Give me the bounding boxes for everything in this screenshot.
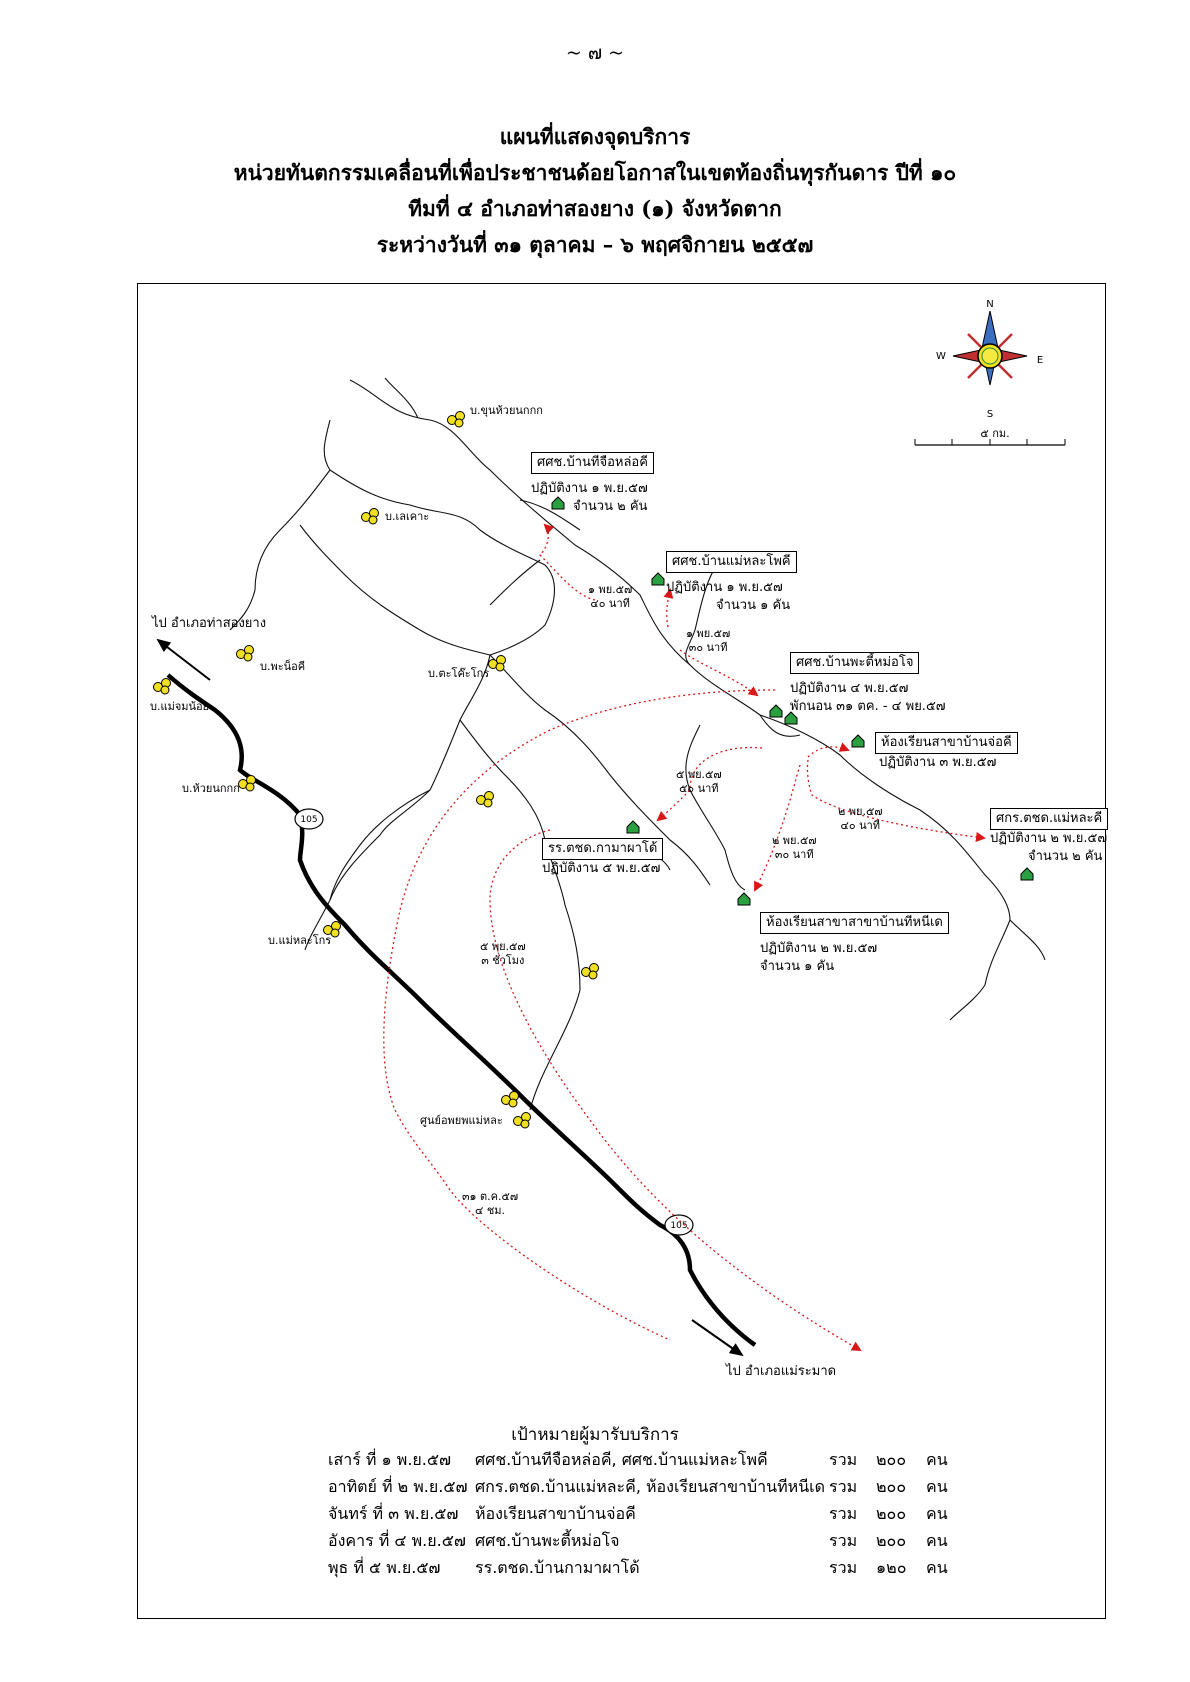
schedule-unit: คน xyxy=(926,1477,948,1496)
village-icon xyxy=(477,792,494,808)
schedule-row xyxy=(328,1474,966,1501)
site-icon xyxy=(852,735,864,747)
direction-label-south: ไป อำเภอแม่ระมาด xyxy=(726,1364,837,1379)
schedule-unit: คน xyxy=(926,1558,948,1577)
village-label: บ.ตะโค๊ะโกร xyxy=(428,667,490,680)
site-icon xyxy=(652,573,664,585)
village-icon xyxy=(582,964,599,980)
compass-n: N xyxy=(986,299,994,310)
legend-title: เป้าหมายผู้มารับบริการ xyxy=(511,1425,679,1445)
site-icon xyxy=(627,821,639,833)
village-icon xyxy=(239,776,256,792)
schedule-unit: คน xyxy=(926,1450,948,1469)
map-subtitle: หน่วยทันตกรรมเคลื่อนที่เพื่อประชาชนด้อยโอกาสในเขตท้องถิ่นทุรกันดาร ปีที่ ๑๐ xyxy=(233,160,957,185)
site-name-box: รร.ตชด.กามาผาโด้ xyxy=(542,838,663,860)
village-label: บ.เลเคาะ xyxy=(385,510,430,523)
village-icon xyxy=(489,656,506,672)
schedule-count: ๑๒๐ xyxy=(876,1558,907,1577)
village-label: บ.แม่หละโกร xyxy=(268,934,332,947)
site-name-box: ศกร.ตชด.แม่หละคี xyxy=(990,808,1108,830)
schedule-day: พุธ ที่ ๕ พ.ย.๕๗ xyxy=(328,1558,441,1577)
svg-text:105: 105 xyxy=(670,1221,688,1231)
schedule-unit: คน xyxy=(926,1531,948,1550)
site-info: ศศช.บ้านทีจือหล่อคี ปฏิบัติงาน ๑ พ.ย.๕๗ จำนวน ๒ คัน xyxy=(531,452,654,516)
village-label: บ.แม่จมน้อย xyxy=(150,700,210,713)
site-info: รร.ตชด.กามาผาโด้ ปฏิบัติงาน ๕ พ.ย.๕๗ xyxy=(542,838,663,878)
direction-label-north: ไป อำเภอท่าสองยาง xyxy=(152,616,267,631)
village-label: บ.ขุนห้วยนกกก xyxy=(470,404,543,417)
site-info: ศกร.ตชด.แม่หละคี ปฏิบัติงาน ๒ พ.ย.๕๗ จำนวน ๒ คัน xyxy=(990,808,1108,866)
compass-rose xyxy=(936,299,1043,420)
trip-note: ๑ พย.๕๗ ๔๐ นาที xyxy=(588,583,633,610)
site-name-box: ศศช.บ้านพะตี้หม่อโจ xyxy=(790,652,919,674)
team-district: ทีมที่ ๔ อำเภอท่าสองยาง (๑) จังหวัดตาก xyxy=(408,196,782,221)
site-name-box: ศศช.บ้านแม่หละโพคี xyxy=(666,551,797,573)
schedule-row xyxy=(328,1528,966,1555)
site-icon xyxy=(770,705,782,717)
schedule-day: จันทร์ ที่ ๓ พ.ย.๕๗ xyxy=(328,1504,459,1523)
schedule-places: ศศช.บ้านทีจือหล่อคี, ศศช.บ้านแม่หละโพคี xyxy=(475,1450,768,1469)
compass-e: E xyxy=(1036,355,1044,366)
compass-w: W xyxy=(936,351,946,362)
road-105-badge-north xyxy=(295,809,323,829)
trip-note: ๒ พย.๕๗ ๔๐ นาที xyxy=(838,805,883,832)
village-label: ศูนย์อพยพแม่หละ xyxy=(420,1114,503,1127)
scale-bar xyxy=(915,427,1065,445)
scale-label: ๕ กม. xyxy=(980,427,1010,440)
trip-note: ๒ พย.๕๗ ๓๐ นาที xyxy=(772,834,817,861)
site-name-box: ห้องเรียนสาขาบ้านจ่อคี xyxy=(875,732,1018,754)
schedule-count: ๒๐๐ xyxy=(876,1450,907,1469)
schedule-count: ๒๐๐ xyxy=(876,1504,907,1523)
schedule-total-label: รวม xyxy=(829,1450,858,1469)
road-105-badge-south xyxy=(665,1215,693,1235)
date-range: ระหว่างวันที่ ๓๑ ตุลาคม – ๖ พฤศจิกายน ๒๕๕๗ xyxy=(376,232,814,257)
schedule-total-label: รวม xyxy=(829,1504,858,1523)
trip-note: ๕ พย.๕๗ ๕๐ นาที xyxy=(676,768,722,795)
compass-s: S xyxy=(986,409,994,420)
schedule-count: ๒๐๐ xyxy=(876,1477,907,1496)
page-number: ~ ๗ ~ xyxy=(565,42,625,64)
schedule-day: อาทิตย์ ที่ ๒ พ.ย.๕๗ xyxy=(328,1477,468,1496)
schedule-places: รร.ตชด.บ้านกามาผาโด้ xyxy=(475,1558,640,1577)
site-icon xyxy=(1021,868,1033,880)
trip-note: ๓๑ ต.ค.๕๗ ๔ ชม. xyxy=(462,1190,519,1217)
site-info: ศศช.บ้านพะตี้หม่อโจ ปฏิบัติงาน ๔ พ.ย.๕๗ พักนอน ๓๑ ตค. - ๔ พย.๕๗ xyxy=(790,652,946,716)
svg-text:105: 105 xyxy=(300,815,318,825)
schedule-table xyxy=(328,1447,966,1582)
schedule-total-label: รวม xyxy=(829,1477,858,1496)
schedule-total-label: รวม xyxy=(829,1531,858,1550)
village-icon xyxy=(448,412,465,428)
schedule-places: ห้องเรียนสาขาบ้านจ่อคี xyxy=(475,1504,636,1523)
schedule-day: อังคาร ที่ ๔ พ.ย.๕๗ xyxy=(328,1531,466,1550)
village-label: บ.พะน็อคี xyxy=(260,660,306,673)
road-105 xyxy=(168,675,755,1345)
trip-note: ๑ พย.๕๗ ๓๐ นาที xyxy=(686,627,731,654)
schedule-total-label: รวม xyxy=(829,1558,858,1577)
site-info: ห้องเรียนสาขาบ้านจ่อคี ปฏิบัติงาน ๓ พ.ย.๕๗ xyxy=(875,732,1018,772)
site-info: ศศช.บ้านแม่หละโพคี ปฏิบัติงาน ๑ พ.ย.๕๗ จำนวน ๑ คัน xyxy=(666,551,797,615)
schedule-places: ศกร.ตชด.บ้านแม่หละคี, ห้องเรียนสาขาบ้านทีหนีเด xyxy=(475,1477,825,1496)
site-name-box: ศศช.บ้านทีจือหล่อคี xyxy=(531,452,654,474)
village-label: บ.ห้วยนกกก xyxy=(182,782,240,795)
village-icon xyxy=(154,679,171,695)
schedule-row xyxy=(328,1447,966,1474)
village-icons xyxy=(154,412,599,1129)
trip-note: ๕ พย.๕๗ ๓ ชั่วโมง xyxy=(480,940,526,967)
village-icon xyxy=(362,509,379,525)
schedule-count: ๒๐๐ xyxy=(876,1531,907,1550)
site-icon xyxy=(738,893,750,905)
schedule-places: ศศช.บ้านพะตี้หม่อโจ xyxy=(475,1531,620,1550)
schedule-day: เสาร์ ที่ ๑ พ.ย.๕๗ xyxy=(328,1450,452,1469)
village-icon xyxy=(237,646,254,662)
direction-arrow-north xyxy=(158,640,210,680)
village-icon xyxy=(502,1092,519,1108)
schedule-unit: คน xyxy=(926,1504,948,1523)
site-name-box: ห้องเรียนสาขาสาขาบ้านทีหนีเด xyxy=(760,912,949,934)
village-icon xyxy=(514,1113,531,1129)
site-info: ห้องเรียนสาขาสาขาบ้านทีหนีเด ปฏิบัติงาน ๒ พ.ย.๕๗ จำนวน ๑ คัน xyxy=(760,912,949,976)
schedule-row xyxy=(328,1501,966,1528)
schedule-row xyxy=(328,1555,966,1582)
map-title: แผนที่แสดงจุดบริการ xyxy=(499,124,691,149)
direction-arrow-south xyxy=(692,1320,742,1355)
